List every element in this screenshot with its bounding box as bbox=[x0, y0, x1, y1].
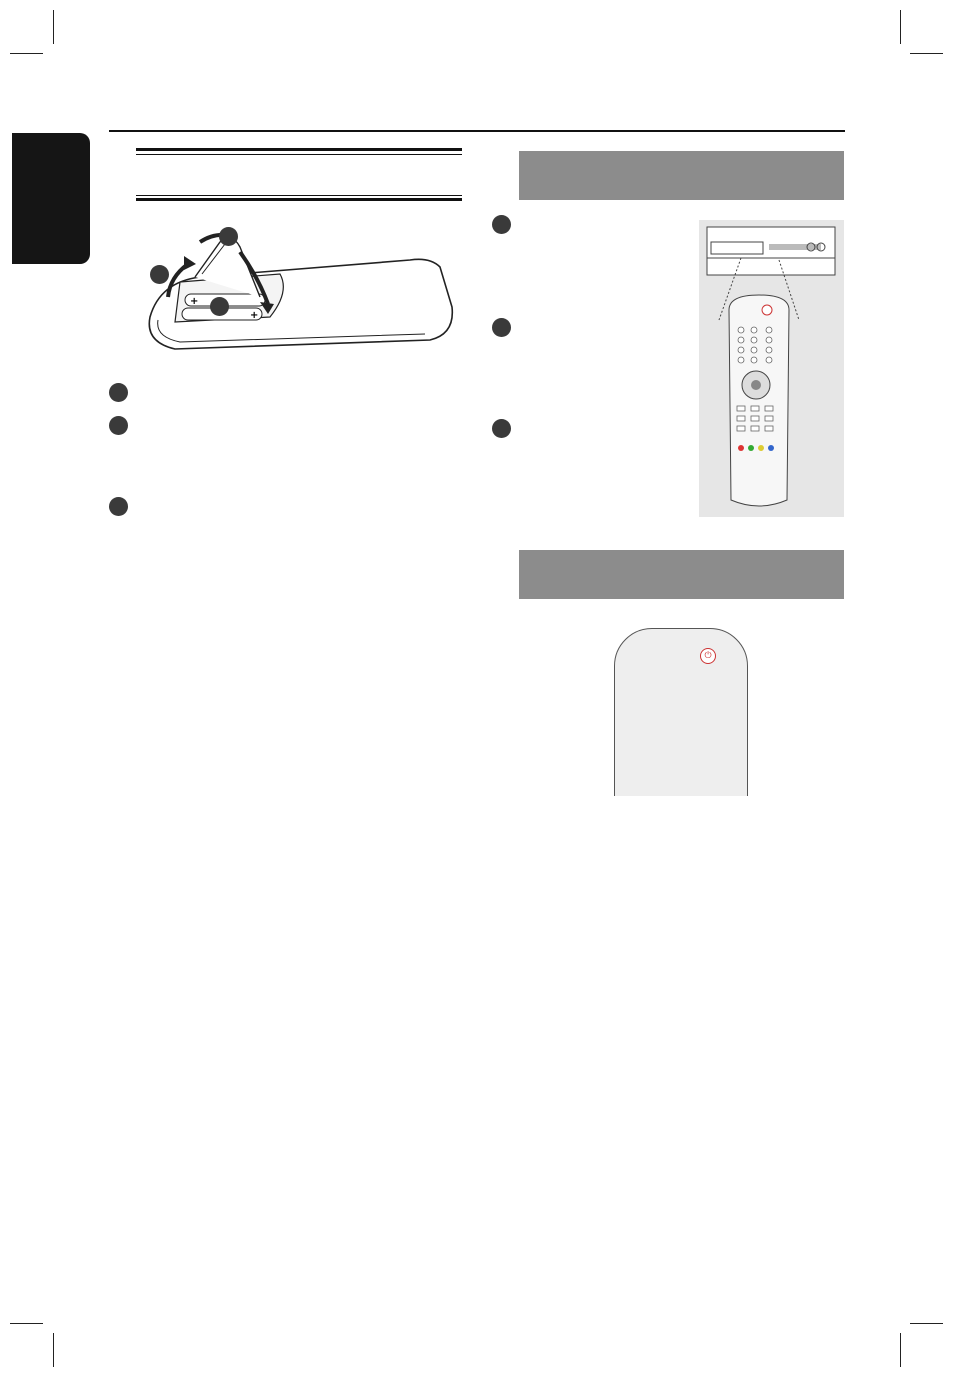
left-step-1 bbox=[109, 381, 469, 406]
crop-mark bbox=[10, 1323, 43, 1324]
callout-2 bbox=[210, 297, 229, 316]
power-icon: ⏻ bbox=[700, 648, 716, 664]
crop-mark bbox=[53, 10, 54, 44]
language-tab bbox=[12, 133, 90, 264]
section-rule bbox=[136, 148, 462, 151]
callout-1 bbox=[150, 265, 169, 284]
right-step-1 bbox=[492, 213, 702, 308]
step-number bbox=[109, 497, 128, 516]
step-number bbox=[109, 416, 128, 435]
crop-mark bbox=[10, 53, 43, 54]
crop-mark bbox=[910, 1323, 943, 1324]
crop-mark bbox=[910, 53, 943, 54]
callout-3 bbox=[219, 227, 238, 246]
device-remote-drawing bbox=[699, 220, 844, 517]
section-title-operate-system bbox=[519, 151, 844, 200]
device-remote-figure bbox=[699, 220, 844, 517]
crop-mark bbox=[900, 10, 901, 44]
right-step-2 bbox=[492, 316, 702, 411]
crop-mark bbox=[900, 1333, 901, 1367]
crop-mark bbox=[53, 1333, 54, 1367]
section-rule bbox=[136, 195, 462, 196]
step-number bbox=[492, 215, 511, 234]
section-rule bbox=[136, 154, 462, 155]
step-number bbox=[109, 383, 128, 402]
left-step-2 bbox=[109, 414, 469, 486]
step-number bbox=[492, 318, 511, 337]
svg-text:+: + bbox=[190, 296, 199, 307]
svg-text:+: + bbox=[250, 310, 259, 321]
battery-compartment-illustration bbox=[140, 222, 460, 357]
section-rule bbox=[136, 198, 462, 201]
section-title-keypad bbox=[519, 550, 844, 599]
keypad-figure bbox=[614, 628, 748, 796]
title-rule bbox=[109, 130, 845, 132]
left-step-3 bbox=[109, 495, 469, 520]
remote-body bbox=[614, 628, 748, 796]
step-number bbox=[492, 419, 511, 438]
right-step-3 bbox=[492, 417, 702, 489]
